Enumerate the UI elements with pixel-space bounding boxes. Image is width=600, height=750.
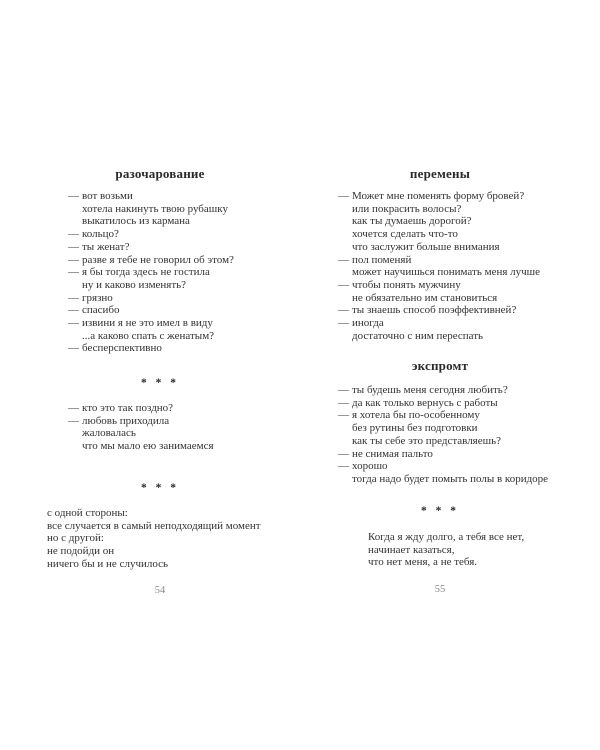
poem-line — [338, 448, 548, 461]
poem-line — [338, 330, 540, 343]
dialogue-dash: — — [338, 384, 349, 396]
dialogue-dash: — — [68, 402, 79, 414]
poem-line-text: извини я не это имел в виду — [82, 317, 213, 330]
poem-block — [47, 507, 261, 571]
poem-line: не подойди он — [47, 545, 115, 558]
poem-line — [68, 427, 214, 440]
poem-block — [368, 531, 524, 569]
poem-line-text: жаловалась — [82, 427, 136, 440]
poem-line — [338, 228, 540, 241]
poem-line — [68, 254, 234, 267]
poem-line — [68, 402, 214, 415]
poem-line — [338, 266, 540, 279]
poem-line: с одной стороны: — [47, 507, 128, 519]
poem-line-text: любовь приходила — [82, 414, 170, 427]
poem-line — [68, 440, 214, 453]
poem-line — [68, 203, 234, 216]
poem-line — [338, 279, 540, 292]
poem-line — [338, 409, 548, 422]
poem-line-text: пол поменяй — [352, 253, 412, 266]
poem-line-text: без рутины без подготовки — [352, 422, 478, 435]
poem-line — [68, 304, 234, 317]
dialogue-dash: — — [68, 253, 79, 266]
dialogue-dash: — — [338, 304, 349, 317]
poem-line-text: иногда — [352, 317, 384, 330]
poem-line: начинает казаться, — [368, 543, 455, 556]
poem-line-text: не снимая пальто — [352, 447, 433, 460]
poem-line-text: я бы тогда здесь не гостила — [82, 266, 210, 279]
poem-line — [338, 190, 540, 203]
dash-spacer — [338, 292, 352, 305]
poem-line-text: может научишься понимать меня лучше — [352, 266, 541, 279]
poem-line — [338, 292, 540, 305]
dash-spacer — [338, 435, 352, 448]
dialogue-dash: — — [338, 253, 349, 266]
poem-line: что нет меня, а не тебя. — [368, 556, 478, 569]
dialogue-dash: — — [68, 291, 79, 304]
stanza-separator: * * * — [421, 505, 459, 517]
poem-line-text: хочется сделать что-то — [352, 228, 458, 241]
dialogue-dash: — — [68, 190, 79, 202]
poem-line — [68, 415, 214, 428]
poem-title: перемены — [409, 166, 471, 181]
dialogue-dash: — — [68, 240, 79, 253]
stanza-separator: * * * — [141, 377, 179, 389]
poem-line-text: что мы мало ею занимаемся — [82, 440, 214, 453]
poem-line: Когда я жду долго, а тебя все нет, — [368, 531, 525, 543]
poem-line-text: разве я тебе не говорил об этом? — [82, 253, 234, 266]
poem-line: но с другой: — [47, 532, 104, 545]
poem-title: разочарование — [115, 166, 205, 181]
poem-block — [338, 384, 548, 486]
poem-line-text: ты знаешь способ поэффективней? — [352, 304, 517, 317]
poem-line-text: ...а каково спать с женатым? — [82, 329, 215, 342]
poem-line-text: спасибо — [82, 304, 120, 317]
dash-spacer — [68, 440, 82, 453]
poem-line-text: как ты думаешь дорогой? — [352, 215, 472, 228]
poem-line-text: вот возьми — [82, 190, 133, 202]
poem-line-text: тогда надо будет помыть полы в коридоре — [352, 472, 549, 485]
poem-line — [68, 190, 234, 203]
dash-spacer — [68, 330, 82, 343]
poem-line — [68, 279, 234, 292]
dialogue-dash: — — [338, 409, 349, 422]
dialogue-dash: — — [338, 190, 349, 202]
page-number: 54 — [154, 585, 166, 596]
poem-line-text: кольцо? — [82, 228, 119, 241]
dialogue-dash: — — [68, 342, 79, 355]
dialogue-dash: — — [338, 317, 349, 330]
dialogue-dash: — — [68, 304, 79, 317]
dash-spacer — [338, 203, 352, 216]
poem-line-text: выкатилось из кармана — [82, 215, 190, 228]
poem-line — [338, 473, 548, 486]
poem-line — [338, 384, 548, 397]
poem-line-text: я хотела бы по-особенному — [352, 409, 480, 422]
dialogue-dash: — — [338, 278, 349, 291]
poem-line-text: достаточно с ним переспать — [352, 329, 484, 342]
poem-line — [68, 266, 234, 279]
dash-spacer — [68, 215, 82, 228]
poem-line-text: грязно — [82, 291, 113, 304]
dialogue-dash: — — [68, 317, 79, 330]
poem-line — [68, 228, 234, 241]
poem-line — [338, 304, 540, 317]
poem-line — [68, 215, 234, 228]
dash-spacer — [68, 203, 82, 216]
poem-block — [68, 190, 234, 355]
poem-line-text: ну и каково изменять? — [82, 278, 187, 291]
dash-spacer — [338, 473, 352, 486]
poem-line: ничего бы и не случилось — [47, 557, 169, 570]
dialogue-dash: — — [338, 396, 349, 409]
dash-spacer — [338, 330, 352, 343]
poem-line — [338, 422, 548, 435]
dialogue-dash: — — [68, 414, 79, 427]
poem-line-text: бесперспективно — [82, 342, 162, 355]
poem-line — [68, 330, 234, 343]
poem-line — [338, 435, 548, 448]
poem-line-text: кто это так поздно? — [82, 402, 174, 414]
poem-block — [338, 190, 540, 342]
poem-line — [338, 317, 540, 330]
poem-title: экспромт — [411, 358, 469, 373]
poem-line — [338, 203, 540, 216]
dash-spacer — [338, 266, 352, 279]
dialogue-dash: — — [68, 266, 79, 279]
poem-line-text: не обязательно им становиться — [352, 291, 498, 304]
poem-line-text: чтобы понять мужчину — [352, 278, 461, 291]
poem-line-text: Может мне поменять форму бровей? — [352, 190, 525, 202]
poem-line-text: хотела накинуть твою рубашку — [82, 202, 228, 215]
poem-line-text: ты женат? — [82, 240, 130, 253]
stanza-separator: * * * — [141, 482, 179, 494]
dash-spacer — [338, 422, 352, 435]
poem-line — [68, 292, 234, 305]
poem-line-text: да как только вернусь с работы — [352, 396, 498, 409]
dash-spacer — [68, 427, 82, 440]
poem-line — [338, 215, 540, 228]
poem-line — [338, 241, 540, 254]
poem-line-text: как ты себе это представляешь? — [352, 434, 501, 447]
dash-spacer — [68, 279, 82, 292]
poem-line — [68, 241, 234, 254]
poem-line: все случается в самый неподходящий момент — [47, 519, 261, 532]
poem-line-text: ты будешь меня сегодня любить? — [352, 384, 508, 396]
dash-spacer — [338, 228, 352, 241]
poem-line — [338, 397, 548, 410]
poem-line-text: что заслужит больше внимания — [352, 240, 500, 253]
dialogue-dash: — — [68, 228, 79, 241]
dash-spacer — [338, 241, 352, 254]
poem-line — [68, 342, 234, 355]
page-number: 55 — [434, 584, 446, 595]
dash-spacer — [338, 215, 352, 228]
poem-block — [68, 402, 214, 453]
poem-line-text: хорошо — [352, 460, 388, 473]
poem-line — [338, 460, 548, 473]
dialogue-dash: — — [338, 447, 349, 460]
poem-line-text: или покрасить волосы? — [352, 202, 462, 215]
poem-line — [68, 317, 234, 330]
dialogue-dash: — — [338, 460, 349, 473]
poem-line — [338, 254, 540, 267]
